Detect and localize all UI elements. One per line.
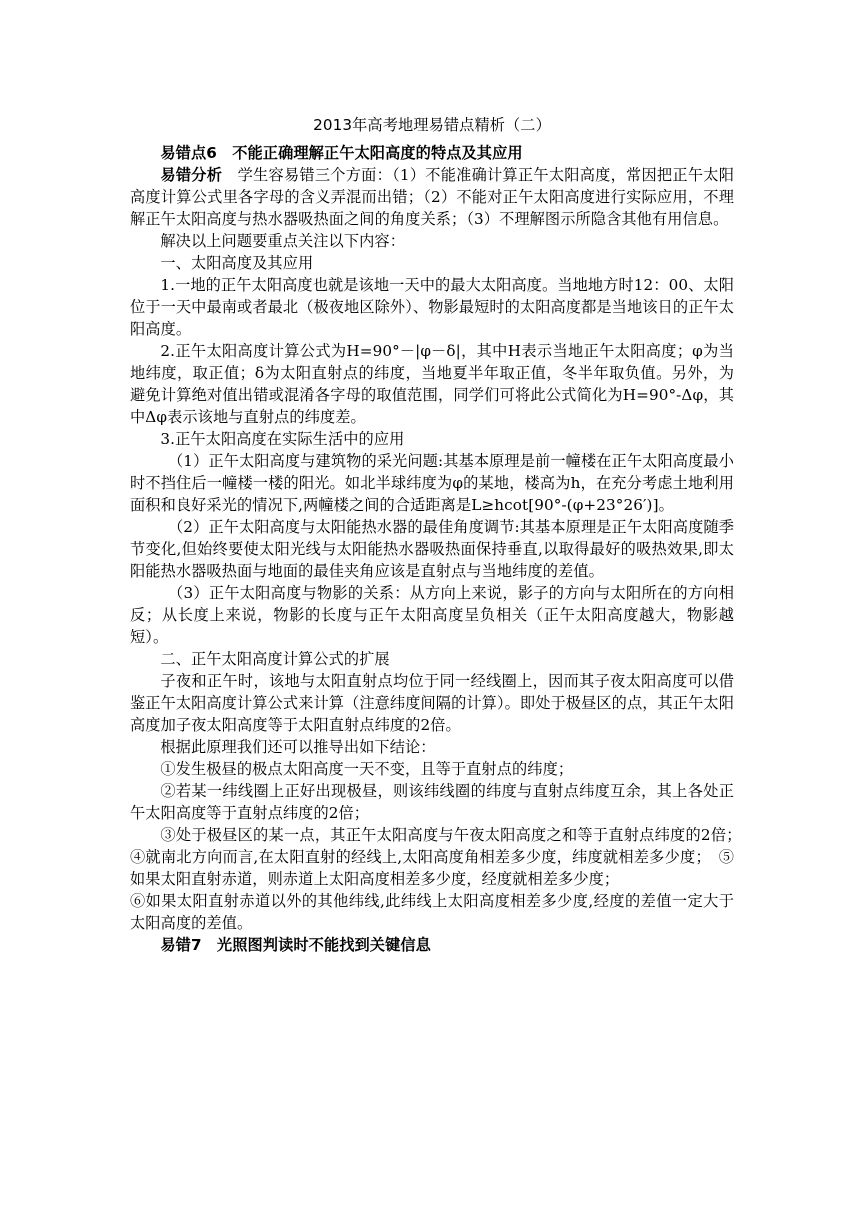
section-1-title: 一、太阳高度及其应用: [160, 254, 314, 272]
intro-paragraph: 解决以上问题要重点关注以下内容：: [160, 232, 405, 250]
sub-item-1-paragraph: （1）正午太阳高度与建筑物的采光问题:其基本原理是前一幢楼在正午太阳高度最小时不挡住后一幢楼一楼的阳光。如北半球纬度为φ的某地，楼高为h，在充分考虑土地利用面积和良好采光的情况下,两幢楼之间的合适距离是L≥hcot[90°-(φ+23°26′)]。: [130, 452, 734, 514]
item-3-paragraph: 3.正午太阳高度在实际生活中的应用: [160, 430, 405, 448]
section-2-title: 二、正午太阳高度计算公式的扩展: [160, 650, 390, 668]
item-2-paragraph: 2.正午太阳高度计算公式为H=90°－|φ－δ|，其中H表示当地正午太阳高度；φ为当地纬度，取正值；δ为太阳直射点的纬度，当地夏半年取正值，冬半年取负值。另外，为避免计算绝对值出错或混淆各字母的取值范围，同学们可将此公式简化为H=90°-Δφ，其中Δφ表示该地与直射点的纬度差。: [130, 342, 734, 426]
midnight-paragraph: 子夜和正午时，该地与太阳直射点均位于同一经线圈上，因而其子夜太阳高度可以借鉴正午太阳高度计算公式来计算（注意纬度间隔的计算）。即处于极昼区的点，其正午太阳高度加子夜太阳高度等于太阳直射点纬度的2倍。: [130, 672, 734, 734]
conclusion-2: ②若某一纬线圈上正好出现极昼，则该纬线圈的纬度与直射点纬度互余，其上各处正午太阳高度等于直射点纬度的2倍；: [130, 782, 734, 822]
derive-paragraph: 根据此原理我们还可以推导出如下结论：: [160, 738, 436, 756]
document-title: 2013年高考地理易错点精析（二）: [313, 116, 551, 134]
item-1-paragraph: 1.一地的正午太阳高度也就是该地一天中的最大太阳高度。当地地方时12：00、太阳位于一天中最南或者最北（极夜地区除外）、物影最短时的太阳高度都是当地该日的正午太阳高度。: [130, 276, 734, 338]
sub-item-3-paragraph: （3）正午太阳高度与物影的关系：从方向上来说，影子的方向与太阳所在的方向相反；从长度上来说，物影的长度与正午太阳高度呈负相关（正午太阳高度越大，物影越短）。: [130, 584, 734, 646]
document-page: [130, 114, 750, 956]
error-analysis-paragraph: [130, 164, 734, 230]
error-analysis-lead: 易错分析: [160, 166, 223, 184]
error-point-7-heading: 易错7 光照图判读时不能找到关键信息: [160, 936, 431, 954]
conclusion-1: ①发生极昼的极点太阳高度一天不变，且等于直射点的纬度；: [160, 760, 574, 778]
conclusion-6: ⑥如果太阳直射赤道以外的其他纬线,此纬线上太阳高度相差多少度,经度的差值一定大于太阳高度的差值。: [130, 892, 734, 932]
error-point-6-heading: 易错点6 不能正确理解正午太阳高度的特点及其应用: [160, 144, 523, 162]
conclusion-3-4-5: ③处于极昼区的某一点，其正午太阳高度与午夜太阳高度之和等于直射点纬度的2倍； ④就南北方向而言,在太阳直射的经线上,太阳高度角相差多少度，纬度就相差多少度； ⑤如果太阳直射赤道，则赤道上太阳高度相差多少度，经度就相差多少度；: [130, 826, 750, 888]
sub-item-2-paragraph: （2）正午太阳高度与太阳能热水器的最佳角度调节:其基本原理是正午太阳高度随季节变化,但始终要使太阳光线与太阳能热水器吸热面保持垂直,以取得最好的吸热效果,即太阳能热水器吸热面与地面的最佳夹角应该是直射点与当地纬度的差值。: [130, 518, 734, 580]
error-analysis-text: 学生容易错三个方面：（1）不能准确计算正午太阳高度，常因把正午太阳高度计算公式里各字母的含义弄混而出错；（2）不能对正午太阳高度进行实际应用，不理解正午太阳高度与热水器吸热面之间的角度关系；（3）不理解图示所隐含其他有用信息。: [130, 166, 734, 228]
